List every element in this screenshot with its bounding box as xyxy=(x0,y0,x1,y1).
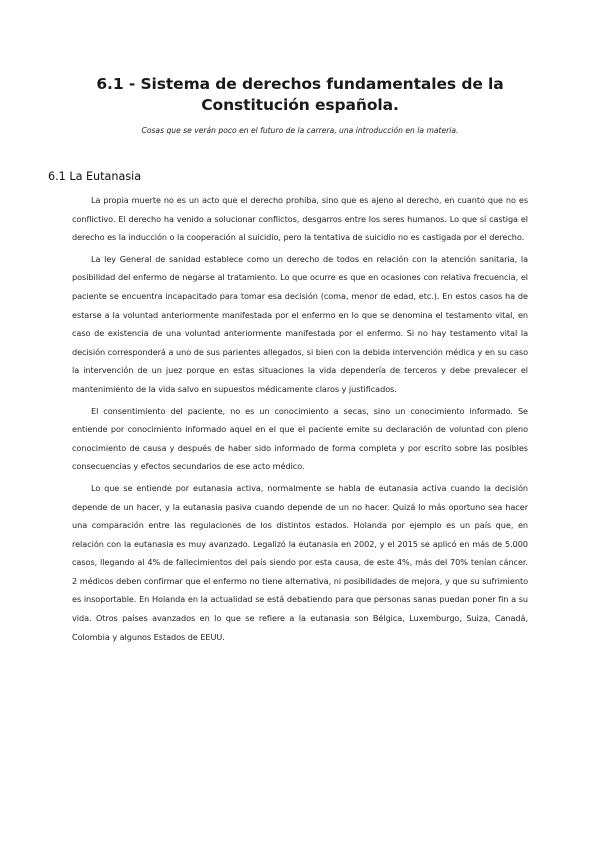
document-subtitle: Cosas que se verán poco en el futuro de la carrera, una introducción en la materia. xyxy=(141,126,459,135)
body-text xyxy=(72,191,528,649)
document-title xyxy=(60,74,540,116)
title-line-1: 6.1 - Sistema de derechos fundamentales de la xyxy=(96,75,504,93)
paragraph: Lo que se entiende por eutanasia activa, normalmente se habla de eutanasia activa cuando la decisión depende de un hacer, y la eutanasia pasiva cuando depende de un no hacer. Quizá lo más oportuno sea hacer una comparación entre las regulaciones de los distintos estados. Holanda por ejemplo es un país que, en relación con la eutanasia es muy avanzado. Legalizó la eutanasia en 2002, y el 2015 se aplicó en más de 5.000 casos, llegando al 4% de fallecimientos del país siendo por esta causa, de este 4%, más del 70% tenían cáncer. 2 médicos deben confirmar que el enfermo no tiene alternativa, ni posibilidades de mejora, y que su sufrimiento es insoportable. En Holanda en la actualidad se está debatiendo para que personas sanas puedan poner fin a su vida. Otros países avanzados en lo que se refiere a la eutanasia son Bélgica, Luxemburgo, Suiza, Canadá, Colombia y algunos Estados de EEUU. xyxy=(72,482,528,642)
title-line-2: Constitución española. xyxy=(201,96,399,114)
paragraph: La propia muerte no es un acto que el derecho prohiba, sino que es ajeno al derecho, en cuanto que no es conflictivo. El derecho ha venido a solucionar conflictos, desgarros entre los seres humanos. Lo que sí castiga el derecho es la inducción o la cooperación al suicidio, pero la tentativa de suicidio no es castigada por el derecho. xyxy=(72,195,528,243)
section-heading: 6.1 La Eutanasia xyxy=(48,170,142,183)
paragraph: La ley General de sanidad establece como un derecho de todos en relación con la atención sanitaria, la posibilidad del enfermo de negarse al tratamiento. Lo que ocurre es que en ocasiones con relativa frecuencia, el paciente se encuentra incapacitado para tomar esa decisión (coma, menor de edad, etc.). En estos casos ha de estarse a la voluntad anteriormente manifestada por el enfermo en lo que se denomina el testamento vital, en caso de existencia de una voluntad anteriormente manifestada por el enfermo. Si no hay testamento vital la decisión corresponderá a uno de sus parientes allegados, si bien con la debida intervención médica y en su caso la intervención de un juez porque en estas situaciones la vida dependería de terceros y debe prevalecer el mantenimiento de la vida salvo en supuestos médicamente claros y justificados. xyxy=(72,253,528,394)
paragraph: El consentimiento del paciente, no es un conocimiento a secas, sino un conocimiento informado. Se entiende por conocimiento informado aquel en el que el paciente emite su declaración de voluntad con pleno conocimiento de causa y después de haber sido informado de forma completa y por escrito sobre las posibles consecuencias y efectos secundarios de ese acto médico. xyxy=(72,405,528,472)
